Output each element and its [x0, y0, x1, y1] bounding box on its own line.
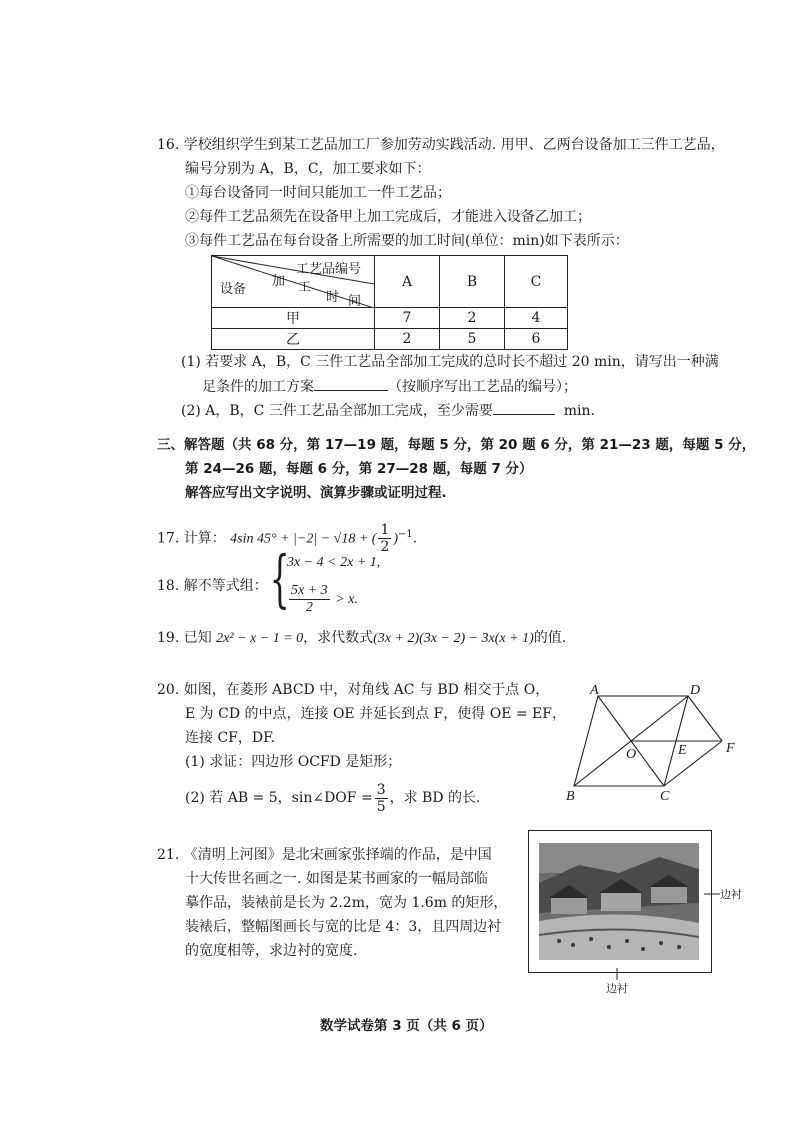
- row-device-yi: 乙: [212, 329, 375, 350]
- q18-inequality-2: [287, 582, 358, 618]
- q16-rule1: ①每台设备同一时间只能加工一件工艺品；: [185, 185, 451, 201]
- header-gong: 工: [298, 280, 312, 295]
- border-label-bottom: 边衬: [606, 982, 628, 995]
- header-jian: 间: [348, 294, 362, 309]
- q16-rule2: ②每件工艺品须先在设备甲上加工完成后，才能进入设备乙加工；: [185, 209, 591, 225]
- q17-close-paren: ): [393, 531, 399, 547]
- q17-period: .: [412, 530, 418, 547]
- q20-line3: 连接 CF，DF.: [185, 730, 276, 746]
- q20-frac-num: 3: [376, 781, 386, 798]
- q17-expression: 4sin 45° + |−2| − √18 + (: [230, 531, 377, 547]
- q21-line5: 的宽度相等，求边衬的宽度.: [185, 943, 358, 959]
- col-header-c: C: [505, 256, 568, 308]
- label-e: E: [678, 743, 687, 758]
- page-footer: 数学试卷第 3 页（共 6 页）: [320, 1018, 493, 1034]
- q21-line1: 21. 《清明上河图》是北宋画家张择端的作品，是中国: [157, 847, 492, 863]
- table-row: [212, 329, 568, 350]
- row-device-jia: 甲: [212, 308, 375, 329]
- q20-line1: 20. 如图，在菱形 ABCD 中，对角线 AC 与 BD 相交于点 O，: [157, 682, 550, 698]
- q17-exponent: −1: [398, 529, 413, 540]
- header-shi: 时: [326, 290, 340, 305]
- painting-image: [539, 843, 699, 960]
- q16-part1-text: 足条件的加工方案: [202, 379, 314, 395]
- label-b: B: [566, 789, 575, 804]
- q16-rule3: ③每件工艺品在每台设备上所需要的加工时间(单位：min)如下表所示：: [185, 233, 629, 249]
- processing-time-table: [211, 255, 568, 350]
- q16-part1-note: （按顺序写出工艺品的编号）；: [388, 379, 577, 395]
- answer-blank-2[interactable]: [493, 400, 555, 415]
- q16-part1-line2: [202, 376, 577, 397]
- border-label-side: 边衬: [720, 888, 742, 901]
- q19-expression: (3x + 2)(3x − 2) − 3x(x + 1): [373, 631, 534, 646]
- brace-icon: {: [269, 542, 290, 615]
- table-diagonal-header: [212, 256, 375, 308]
- cell-value: 2: [375, 329, 440, 350]
- q20-fraction: [375, 782, 388, 815]
- cell-value: 4: [505, 308, 568, 329]
- q21-line4: 装裱后，整幅图画长与宽的比是 4：3，且四周边衬: [185, 919, 502, 935]
- label-a: A: [590, 683, 599, 698]
- q16-part2: [181, 400, 595, 421]
- rhombus-figure: [560, 680, 750, 805]
- q18-label: 18. 解不等式组：: [157, 578, 268, 594]
- q21-line2: 十大传世名画之一. 如图是某书画家的一幅局部临: [185, 871, 488, 887]
- header-device: 设备: [220, 282, 247, 297]
- cell-value: 2: [440, 308, 505, 329]
- label-c: C: [660, 789, 670, 804]
- q19: [157, 628, 566, 649]
- q18-inequality-1: 3x − 4 < 2x + 1,: [287, 555, 381, 570]
- col-header-b: B: [440, 256, 505, 308]
- q17-frac-den: 2: [380, 539, 390, 556]
- q16-stem-line2: 编号分别为 A，B，C，加工要求如下：: [185, 161, 431, 177]
- answer-blank-1[interactable]: [314, 376, 388, 391]
- q19-mid: ，求代数式: [303, 630, 374, 646]
- q16-stem-line1: 16. 学校组织学生到某工艺品加工厂参加劳动实践活动. 用甲、乙两台设备加工三件工艺品，: [157, 137, 725, 153]
- q20-part2: [185, 780, 480, 816]
- q18-fraction: [289, 583, 330, 616]
- cell-value: 7: [375, 308, 440, 329]
- q21-line3: 摹作品，装裱前是长为 2.2m，宽为 1.6m 的矩形，: [185, 895, 508, 911]
- label-d: D: [690, 683, 701, 698]
- section3-instruction: 解答应写出文字说明、演算步骤或证明过程.: [185, 485, 447, 501]
- q18-frac-den: 2: [305, 600, 313, 616]
- q19-condition: 2x² − x − 1 = 0: [216, 631, 304, 646]
- col-header-a: A: [375, 256, 440, 308]
- q19-label: 19. 已知: [157, 630, 212, 646]
- q20-part2-tail: ，求 BD 的长.: [389, 790, 481, 806]
- q20-part2-text: (2) 若 AB = 5，sin∠DOF =: [185, 790, 373, 806]
- q16-part2-unit: min.: [563, 403, 595, 419]
- q17-fraction: [378, 522, 391, 555]
- section3-heading-line2: 第 24—26 题，每题 6 分，第 27—28 题，每题 7 分）: [185, 461, 533, 477]
- segment-cf: [664, 741, 722, 786]
- section3-heading-line1: 三、解答题（共 68 分，第 17—19 题，每题 5 分，第 20 题 6 分，第 21—23 题，每题 5 分，: [157, 437, 756, 453]
- mounted-painting-frame: [528, 830, 712, 973]
- cell-value: 6: [505, 329, 568, 350]
- cell-value: 5: [440, 329, 505, 350]
- q20-part1: (1) 求证：四边形 OCFD 是矩形；: [185, 754, 402, 770]
- q20-line2: E 为 CD 的中点，连接 OE 并延长到点 F，使得 OE = EF，: [185, 706, 566, 722]
- q18-ineq2-tail: > x.: [331, 592, 358, 607]
- header-jia: 加: [272, 274, 286, 289]
- segment-df: [688, 696, 722, 741]
- q18-frac-num: 5x + 3: [291, 583, 328, 599]
- label-o: O: [626, 747, 637, 762]
- label-f: F: [726, 741, 735, 756]
- table-row: [212, 308, 568, 329]
- q17-label: 17. 计算：: [157, 530, 226, 547]
- header-craft-number: 工艺品编号: [296, 262, 362, 277]
- q17-frac-num: 1: [380, 522, 390, 539]
- q20-frac-den: 5: [376, 798, 386, 815]
- q16-part1-line1: (1) 若要求 A，B，C 三件工艺品全部加工完成的总时长不超过 20 min，请写出一种满: [181, 354, 719, 370]
- q16-part2-text: (2) A，B，C 三件工艺品全部加工完成，至少需要: [181, 403, 493, 419]
- q19-end: 的值.: [533, 630, 567, 646]
